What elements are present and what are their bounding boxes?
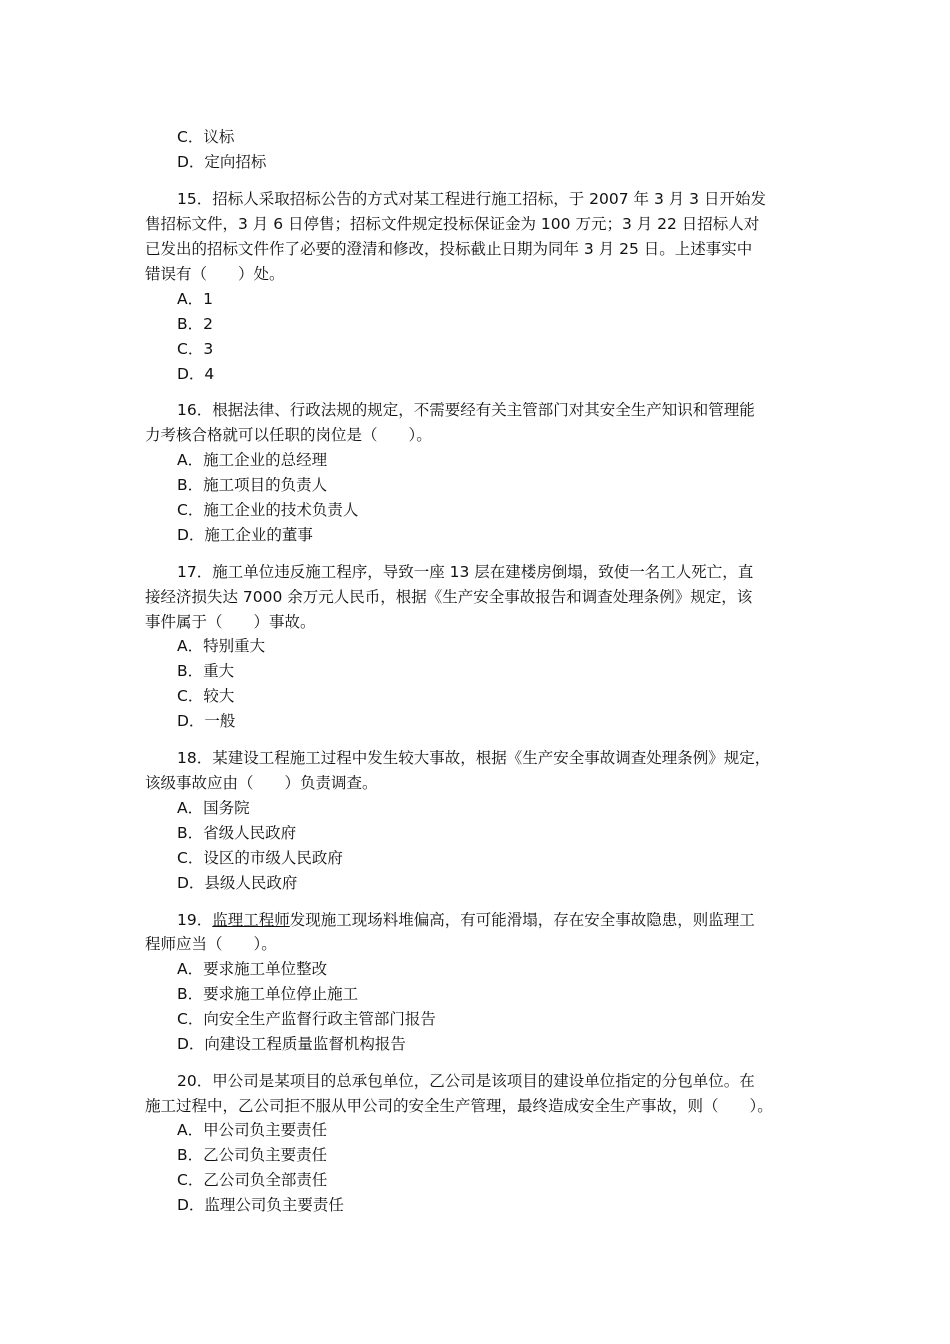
- question-text-rest: 发现施工现场料堆偏高，有可能滑塌，存在安全事故隐患，则监理工: [289, 911, 755, 929]
- option-b: B．省级人民政府: [177, 824, 297, 842]
- option-d: D．县级人民政府: [177, 874, 298, 892]
- option-c: C．较大: [177, 687, 235, 705]
- question-text: 15．招标人采取招标公告的方式对某工程进行施工招标，于 2007 年 3 月 3 日开始发: [177, 190, 766, 208]
- question-text: 力考核合格就可以任职的岗位是（ ）。: [145, 426, 432, 444]
- option-b: B．施工项目的负责人: [177, 476, 328, 494]
- question-text: 施工过程中，乙公司拒不服从甲公司的安全生产管理，最终造成安全生产事故，则（ ）。: [145, 1097, 773, 1115]
- question-text: 错误有（ ）处。: [145, 265, 285, 283]
- option-a: A．1: [177, 290, 213, 308]
- option-b: B．乙公司负主要责任: [177, 1146, 328, 1164]
- question-text: 事件属于（ ）事故。: [145, 613, 316, 631]
- question-text: 售招标文件，3 月 6 日停售；招标文件规定投标保证金为 100 万元；3 月 22 日招标人对: [145, 215, 760, 233]
- question-text: 20．甲公司是某项目的总承包单位，乙公司是该项目的建设单位指定的分包单位。在: [177, 1072, 755, 1090]
- option-b: B．重大: [177, 662, 235, 680]
- question-text: 17．施工单位违反施工程序，导致一座 13 层在建楼房倒塌，致使一名工人死亡，直: [177, 563, 754, 581]
- option-b: B．2: [177, 315, 213, 333]
- underlined-term: 监理工程师: [212, 911, 290, 929]
- option-b: B．要求施工单位停止施工: [177, 985, 359, 1003]
- option-d: D．一般: [177, 712, 236, 730]
- option-d: D．施工企业的董事: [177, 526, 313, 544]
- option-a: A．甲公司负主要责任: [177, 1121, 328, 1139]
- option-a: A．要求施工单位整改: [177, 960, 328, 978]
- option-a: A．施工企业的总经理: [177, 451, 328, 469]
- option-c: C．设区的市级人民政府: [177, 849, 343, 867]
- question-text: 接经济损失达 7000 余万元人民币，根据《生产安全事故报告和调查处理条例》规定，该: [145, 588, 753, 606]
- option-d: D．向建设工程质量监督机构报告: [177, 1035, 406, 1053]
- option-d: D．4: [177, 365, 215, 383]
- option-a: A．特别重大: [177, 637, 266, 655]
- question-text: 程师应当（ ）。: [145, 935, 277, 953]
- option-c: C．乙公司负全部责任: [177, 1171, 328, 1189]
- question-text: 该级事故应由（ ）负责调查。: [145, 774, 378, 792]
- option-c: C．3: [177, 340, 214, 358]
- option-d: D．监理公司负主要责任: [177, 1196, 344, 1214]
- question-text: 18．某建设工程施工过程中发生较大事故，根据《生产安全事故调查处理条例》规定，: [177, 749, 771, 767]
- question-number: 19．: [177, 911, 213, 929]
- option-a: A．国务院: [177, 799, 250, 817]
- option-c: C．向安全生产监督行政主管部门报告: [177, 1010, 436, 1028]
- question-text: [177, 909, 755, 931]
- question-text: 16．根据法律、行政法规的规定，不需要经有关主管部门对其安全生产知识和管理能: [177, 401, 755, 419]
- option-c: C．议标: [177, 128, 235, 146]
- option-c: C．施工企业的技术负责人: [177, 501, 359, 519]
- option-d: D．定向招标: [177, 153, 267, 171]
- question-text: 已发出的招标文件作了必要的澄清和修改，投标截止日期为同年 3 月 25 日。上述事实中: [145, 240, 753, 258]
